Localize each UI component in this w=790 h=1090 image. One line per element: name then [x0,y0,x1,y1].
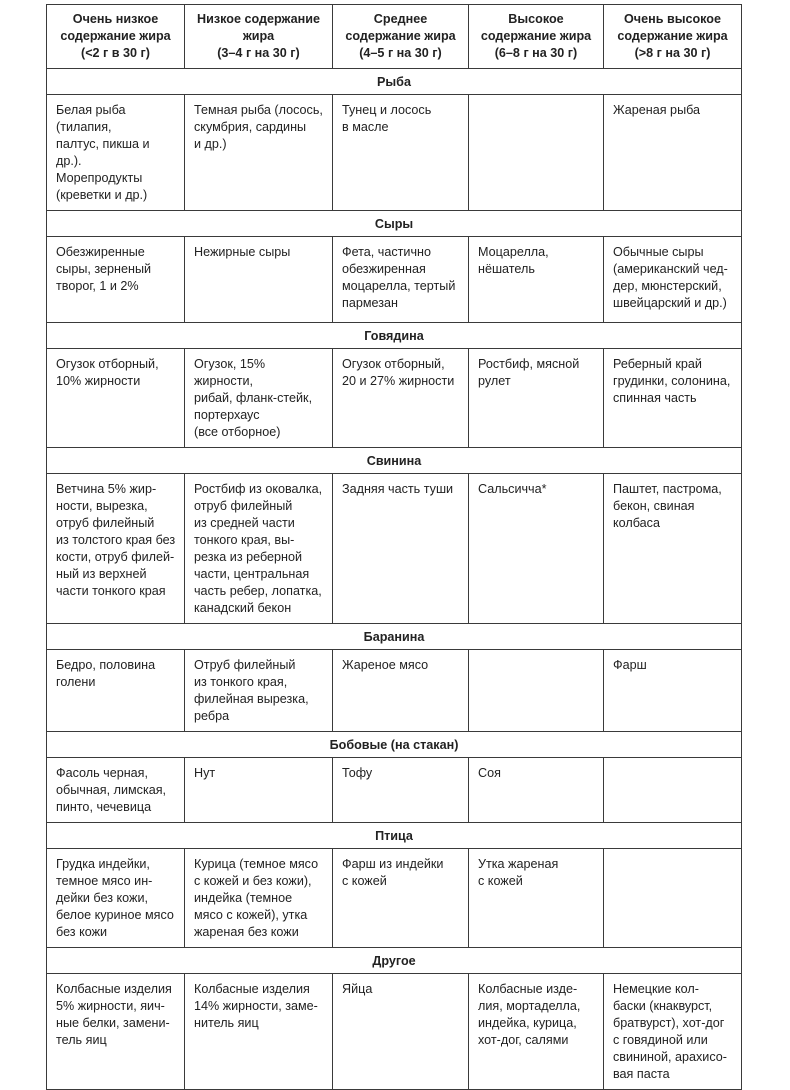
table-cell: Жареная рыба [604,95,742,211]
section-row [47,323,742,349]
table-cell: Темная рыба (лосось, скумбрия, сардины и др.) [185,95,333,211]
table-cell: Сальсичча* [469,474,604,624]
table-row [47,974,742,1090]
table-cell: Обычные сыры (американский чед- дер, мюнстерский, швейцарский и др.) [604,237,742,323]
table-row [47,650,742,732]
table-cell: Задняя часть туши [333,474,469,624]
section-title-legumes: Бобовые (на стакан) [47,732,742,758]
table-cell: Тунец и лосось в масле [333,95,469,211]
table-cell: Огузок, 15% жирности, рибай, фланк-стейк, портерхаус (все отборное) [185,349,333,448]
header-low-fat: Низкое содержание жира (3–4 г на 30 г) [185,5,333,69]
section-title-cheese: Сыры [47,211,742,237]
table-row [47,849,742,948]
table-row [47,237,742,323]
section-row [47,69,742,95]
table-cell: Ветчина 5% жир- ности, вырезка, отруб филейный из толстого края без кости, отруб филей- ный из верхней части тонкого края [47,474,185,624]
table-cell: Грудка индейки, темное мясо ин- дейки без кожи, белое куриное мясо без кожи [47,849,185,948]
table-cell: Колбасные изделия 14% жирности, заме- нитель яиц [185,974,333,1090]
section-row [47,948,742,974]
table-cell: Соя [469,758,604,823]
table-cell [469,95,604,211]
header-high-fat: Высокое содержание жира (6–8 г на 30 г) [469,5,604,69]
table-cell: Паштет, пастрома, бекон, свиная колбаса [604,474,742,624]
table-cell: Колбасные изде- лия, мортаделла, индейка, курица, хот-дог, салями [469,974,604,1090]
table-cell: Реберный край грудинки, солонина, спинная часть [604,349,742,448]
table-cell: Отруб филейный из тонкого края, филейная вырезка, ребра [185,650,333,732]
table-row [47,474,742,624]
table-row [47,95,742,211]
table-cell: Фета, частично обезжиренная моцарелла, тертый пармезан [333,237,469,323]
table-cell: Утка жареная с кожей [469,849,604,948]
header-row [47,5,742,69]
section-title-other: Другое [47,948,742,974]
section-title-poultry: Птица [47,823,742,849]
header-very-high-fat: Очень высокое содержание жира (>8 г на 30 г) [604,5,742,69]
table-cell: Курица (темное мясо с кожей и без кожи), индейка (темное мясо с кожей), утка жареная без кожи [185,849,333,948]
table-cell: Бедро, половина голени [47,650,185,732]
table-cell: Ростбиф, мясной рулет [469,349,604,448]
table-cell: Фарш из индейки с кожей [333,849,469,948]
section-title-fish: Рыба [47,69,742,95]
table-cell: Нежирные сыры [185,237,333,323]
section-row [47,448,742,474]
section-title-lamb: Баранина [47,624,742,650]
header-medium-fat: Среднее содержание жира (4–5 г на 30 г) [333,5,469,69]
section-row [47,823,742,849]
table-cell: Колбасные изделия 5% жирности, яич- ные белки, замени- тель яиц [47,974,185,1090]
section-row [47,624,742,650]
table-row [47,758,742,823]
table-cell: Белая рыба (тилапия, палтус, пикша и др.). Морепродукты (креветки и др.) [47,95,185,211]
table-cell: Огузок отборный, 20 и 27% жирности [333,349,469,448]
table-cell: Яйца [333,974,469,1090]
table-cell [469,650,604,732]
section-row [47,732,742,758]
table-cell: Немецкие кол- баски (кнаквурст, братвурст), хот-дог с говядиной или свининой, арахисо- вая паста [604,974,742,1090]
table-cell: Жареное мясо [333,650,469,732]
section-title-pork: Свинина [47,448,742,474]
table-cell: Фасоль черная, обычная, лимская, пинто, чечевица [47,758,185,823]
table-row [47,349,742,448]
table-cell: Обезжиренные сыры, зерненый творог, 1 и 2% [47,237,185,323]
table-cell: Тофу [333,758,469,823]
fat-content-table [46,4,742,1090]
table-cell [604,849,742,948]
table-cell [604,758,742,823]
table-cell: Фарш [604,650,742,732]
header-very-low-fat: Очень низкое содержание жира (<2 г в 30 г) [47,5,185,69]
table-cell: Моцарелла, нёшатель [469,237,604,323]
section-row [47,211,742,237]
section-title-beef: Говядина [47,323,742,349]
table-cell: Нут [185,758,333,823]
table-cell: Огузок отборный, 10% жирности [47,349,185,448]
table-cell: Ростбиф из оковалка, отруб филейный из средней части тонкого края, вы- резка из реберной части, центральная часть ребер, лопатка, канадский бекон [185,474,333,624]
